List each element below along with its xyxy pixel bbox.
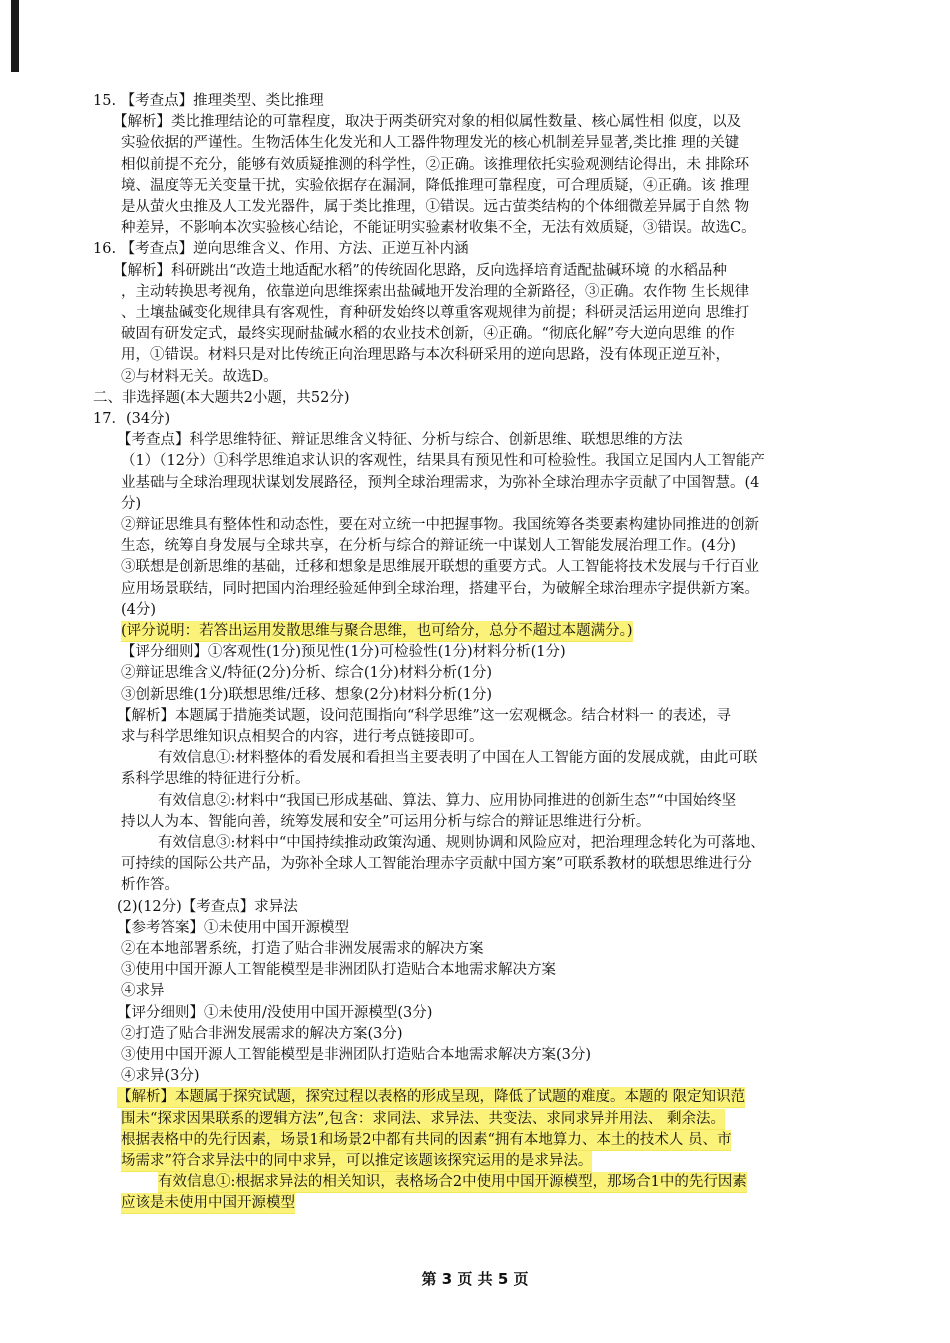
text-line: 、土壤盐碱变化规律具有客观性，育种研发始终以尊重客观规律为前提；科研灵活运用逆向 思维打 — [121, 305, 750, 321]
text-line: 是从萤火虫推及人工发光器件，属于类比推理，①错误。远古萤类结构的个体细微差异属于自然 物 — [121, 199, 750, 215]
text-line: 相似前提不充分，能够有效质疑推测的科学性，②正确。该推理依托实验观测结论得出，未 排除环 — [121, 156, 750, 173]
text-line: 分) — [121, 495, 142, 512]
text-line: 种差异，不影响本次实验核心结论，不能证明实验素材收集不全，无法有效质疑，③错误。故选C。 — [121, 220, 756, 237]
text-line: 有效信息①:材料整体的看发展和看担当主要表明了中国在人工智能方面的发展成就，由此可联 — [158, 750, 758, 767]
section-heading: 二、非选择题(本大题共2小题，共52分) — [93, 389, 350, 406]
text-line: ②打造了贴合非洲发展需求的解决方案(3分) — [121, 1025, 403, 1042]
text-line: 有效信息③:材料中“中国持续推动政策沟通、规则协调和风险应对，把治理理念转化为可落地、 — [158, 835, 765, 851]
text-line: ②在本地部署系统，打造了贴合非洲发展需求的解决方案 — [121, 941, 484, 957]
text-line: ②辩证思维具有整体性和动态性，要在对立统一中把握事物。我国统筹各类要素构建协同推进的创新 — [121, 517, 759, 533]
analysis-highlight: 场需求”符合求异法中的同中求异，可以推定该题该探究运用的是求异法。 — [121, 1153, 593, 1169]
text-line: 系科学思维的特征进行分析。 — [121, 771, 310, 788]
scan-edge-mark — [11, 0, 19, 72]
analysis-highlight: 应该是未使用中国开源模型 — [121, 1195, 295, 1212]
text-line: ③使用中国开源人工智能模型是非洲团队打造贴合本地需求解决方案 — [121, 962, 556, 979]
analysis-highlight: 有效信息①:根据求异法的相关知识，表格场合2中使用中国开源模型，那场合1中的先行因素 — [158, 1174, 747, 1191]
text-line: 【解析】科研跳出“改造土地适配水稻”的传统固化思路，反向选择培育适配盐碱环境 的水稻品种 — [113, 262, 727, 279]
text-line: 【考查点】科学思维特征、辩证思维含义特征、分析与综合、创新思维、联想思维的方法 — [117, 432, 683, 449]
text-line: 有效信息②:材料中“我国已形成基础、算法、算力、应用协同推进的创新生态”“中国始终坚 — [158, 792, 737, 809]
text-line: 【评分细则】①未使用/没使用中国开源模型(3分) — [117, 1004, 433, 1021]
text-line: 【解析】本题属于措施类试题，设问范围指向“科学思维”这一宏观概念。结合材料一 的表述，寻 — [117, 707, 731, 724]
text-line: ③使用中国开源人工智能模型是非洲团队打造贴合本地需求解决方案(3分) — [121, 1047, 592, 1063]
text-line: ④求异 — [121, 983, 165, 1000]
text-line: ③创新思维(1分)联想思维/迁移、想象(2分)材料分析(1分) — [121, 686, 493, 703]
q17-heading: 17．(34分) — [93, 411, 171, 427]
text-line: ③联想是创新思维的基础，迁移和想象是思维展开联想的重要方式。人工智能将技术发展与千行百业 — [121, 559, 759, 576]
text-line: 持以人为本、智能向善，统筹发展和安全”可运用分析与综合的辩证思维进行分析。 — [121, 813, 651, 830]
analysis-highlight: 根据表格中的先行因素，场景1和场景2中都有共同的因素“拥有本地算力、本土的技术人 员、市 — [121, 1131, 732, 1148]
scoring-note-highlight: (评分说明：若答出运用发散思维与聚合思维，也可给分，总分不超过本题满分。) — [121, 623, 633, 639]
text-line: 求与科学思维知识点相契合的内容，进行考点链接即可。 — [121, 729, 484, 745]
text-line: ②辩证思维含义/特征(2分)分析、综合(1分)材料分析(1分) — [121, 665, 493, 682]
q15-heading: 15. 【考查点】推理类型、类比推理 — [93, 93, 324, 109]
text-line: 生态，统筹自身发展与全球共享，在分析与综合的辩证统一中谋划人工智能发展治理工作。(4分) — [121, 538, 737, 555]
text-line: 实验依据的严谨性。生物活体生化发光和人工器件物理发光的核心机制差异显著,类比推 理的关键 — [121, 135, 740, 152]
text-line: 境、温度等无关变量干扰，实验依据存在漏洞，降低推理可靠程度，可合理质疑，④正确。该 推理 — [121, 177, 750, 194]
text-line: 【参考答案】①未使用中国开源模型 — [117, 919, 349, 936]
text-line: ②与材料无关。故选D。 — [121, 368, 278, 385]
text-line: （1）（12分）①科学思维追求认识的客观性，结果具有预见性和可检验性。我国立足国内人工智能产 — [121, 453, 765, 470]
text-line: ，主动转换思考视角，依靠逆向思维探索出盐碱地开发治理的全新路径，③正确。农作物 生长规律 — [121, 283, 750, 300]
page-footer: 第 3 页 共 5 页 — [421, 1270, 529, 1288]
text-line: 析作答。 — [121, 877, 179, 894]
text-line: 【解析】类比推理结论的可靠程度，取决于两类研究对象的相似属性数量、核心属性相 似度，以及 — [113, 114, 742, 131]
text-line: (2)(12分)【考查点】求异法 — [117, 898, 298, 915]
text-line: 【评分细则】①客观性(1分)预见性(1分)可检验性(1分)材料分析(1分) — [121, 644, 566, 661]
text-line: 应用场景联结，同时把国内治理经验延伸到全球治理，搭建平台，为破解全球治理赤字提供新方案。 — [121, 580, 759, 597]
analysis-highlight: 【解析】本题属于探究试题，探究过程以表格的形成呈现，降低了试题的难度。本题的 限定知识范 — [117, 1089, 746, 1106]
text-line: (4分) — [121, 601, 157, 618]
q16-heading: 16. 【考查点】逆向思维含义、作用、方法、正逆互补内涵 — [93, 241, 469, 258]
text-line: 用，①错误。材料只是对比传统正向治理思路与本次科研采用的逆向思路，没有体现正逆互补， — [121, 347, 730, 364]
text-line: ④求异(3分) — [121, 1068, 200, 1085]
analysis-highlight: 围未“探求因果联系的逻辑方法”,包含：求同法、求异法、共变法、求同求异并用法、 剩余法。 — [121, 1110, 726, 1127]
text-line: 业基础与全球治理现状谋划发展路径，预判全球治理需求，为弥补全球治理赤字贡献了中国智慧。(4 — [121, 474, 760, 491]
text-line: 可持续的国际公共产品，为弥补全球人工智能治理赤字贡献中国方案”可联系教材的联想思维进行分 — [121, 856, 752, 873]
text-line: 破固有研发定式，最终实现耐盐碱水稻的农业技术创新，④正确。“彻底化解”夸大逆向思维 的作 — [121, 326, 735, 343]
